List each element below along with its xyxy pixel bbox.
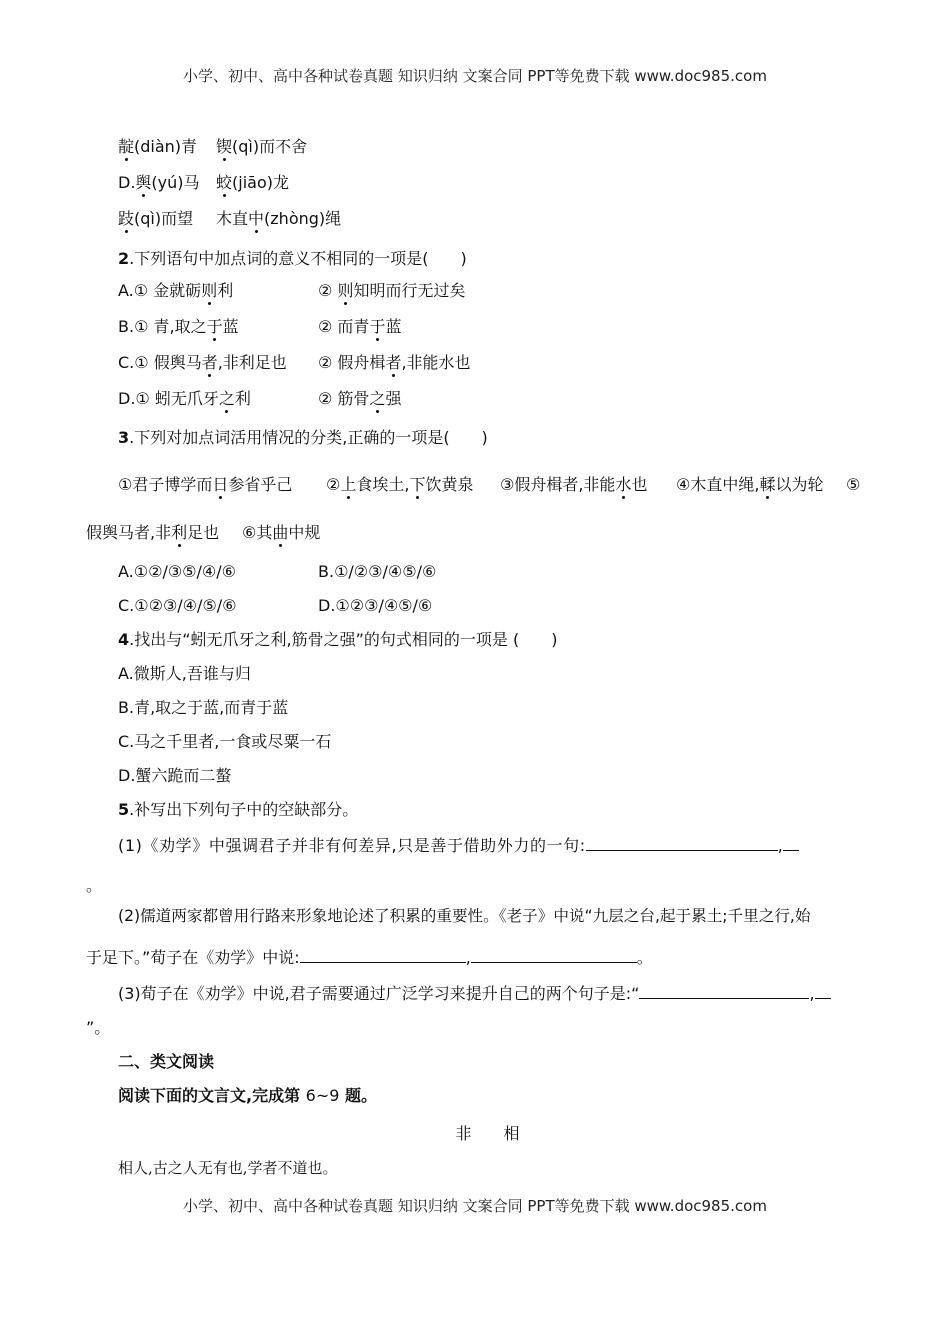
answer-blank[interactable] [783, 834, 799, 851]
answer-blank[interactable] [639, 982, 809, 999]
q3-sentence-5-number: ⑤ [846, 475, 861, 494]
dotted-char: 跂 [118, 209, 135, 228]
question-number: 5 [118, 800, 130, 819]
dotted-char: 蛟 [216, 173, 233, 192]
reading-instruction: 阅读下面的文言文,完成第 6~9 题。 [118, 1086, 378, 1105]
q2-option-b2: ② 而青于蓝 [318, 317, 402, 336]
question-number: 2 [118, 249, 130, 268]
question-number: 4 [118, 630, 130, 649]
q2-option-b1: B.① 青,取之于蓝 [118, 317, 239, 336]
q1-option-d-line1b: 蛟(jiāo)龙 [216, 173, 289, 192]
passage-title: 非 相 [455, 1124, 520, 1143]
dotted-char: 锲 [216, 137, 233, 156]
q4-option-a: A.微斯人,吾谁与归 [118, 664, 251, 683]
section-title: 二、类文阅读 [118, 1052, 215, 1071]
q5-part1: (1)《劝学》中强调君子并非有何差异,只是善于借助外力的一句: , [118, 834, 799, 856]
q5-part3: (3)荀子在《劝学》中说,君子需要通过广泛学习来提升自己的两个句子是:“ , [118, 982, 831, 1004]
q5-part2-line2: 于足下。”荀子在《劝学》中说: , 。 [86, 948, 653, 967]
q3-sentence-1: ①君子博学而日参省乎己 [118, 475, 293, 494]
q5-part2-line1: (2)儒道两家都曾用行路来形象地论述了积累的重要性。《老子》中说“九层之台,起于累土;千里之行,始 [118, 907, 811, 925]
passage-first-line: 相人,古之人无有也,学者不道也。 [118, 1159, 338, 1177]
q2-option-a1: A.① 金就砺则利 [118, 281, 234, 300]
answer-blank[interactable] [300, 946, 466, 963]
answer-blank[interactable] [471, 946, 637, 963]
q1-option-d-line1: D.舆(yú)马 [118, 173, 200, 192]
q4-option-c: C.马之千里者,一食或尽粟一石 [118, 732, 332, 751]
q2-option-d2: ② 筋骨之强 [318, 389, 402, 408]
q3-stem: 3.下列对加点词活用情况的分类,正确的一项是( ) [118, 428, 488, 447]
q2-option-d1: D.① 蚓无爪牙之利 [118, 389, 251, 408]
dotted-char: 靛 [118, 137, 135, 156]
q3-sentence-4: ④木直中绳,輮以为轮 [676, 475, 824, 494]
q4-stem: 4.找出与“蚓无爪牙之利,筋骨之强”的句式相同的一项是 ( ) [118, 630, 558, 649]
q5-stem: 5.补写出下列句子中的空缺部分。 [118, 800, 359, 819]
q3-option-d: D.①②③/④⑤/⑥ [318, 596, 433, 615]
q2-option-a2: ② 则知明而行无过矣 [318, 281, 466, 300]
q1-option-c-line1b: 锲(qì)而不舍 [216, 137, 308, 156]
q3-sentence-6: ⑥其曲中规 [242, 523, 321, 542]
q3-option-a: A.①②/③⑤/④/⑥ [118, 562, 236, 581]
page-footer: 小学、初中、高中各种试卷真题 知识归纳 文案合同 PPT等免费下载 www.doc985.com [183, 1197, 767, 1215]
answer-blank[interactable] [586, 834, 778, 851]
q2-option-c1: C.① 假舆马者,非利足也 [118, 353, 287, 372]
q3-sentence-3: ③假舟楫者,非能水也 [500, 475, 648, 494]
q3-sentence-5: 假舆马者,非利足也 [86, 523, 220, 542]
q3-sentence-2: ②上食埃土,下饮黄泉 [326, 475, 474, 494]
q1-option-d-line2b: 木直中(zhòng)绳 [216, 209, 342, 228]
q3-option-b: B.①/②③/④⑤/⑥ [318, 562, 437, 581]
q3-option-c: C.①②③/④/⑤/⑥ [118, 596, 237, 615]
q2-option-c2: ② 假舟楫者,非能水也 [318, 353, 471, 372]
q4-option-d: D.蟹六跪而二螯 [118, 766, 232, 785]
page-header: 小学、初中、高中各种试卷真题 知识归纳 文案合同 PPT等免费下载 www.doc985.com [183, 67, 767, 85]
q5-part3-end: ”。 [86, 1018, 111, 1037]
q1-option-d-line2: 跂(qì)而望 [118, 209, 194, 228]
question-number: 3 [118, 428, 130, 447]
dotted-char: 舆 [135, 173, 152, 192]
q2-stem: 2.下列语句中加点词的意义不相同的一项是( ) [118, 249, 467, 268]
dotted-char: 中 [248, 209, 265, 228]
answer-blank[interactable] [815, 982, 831, 999]
q4-option-b: B.青,取之于蓝,而青于蓝 [118, 698, 289, 717]
q5-part1-end: 。 [86, 876, 103, 895]
q1-option-c-line1: 靛(diàn)青 [118, 137, 198, 156]
